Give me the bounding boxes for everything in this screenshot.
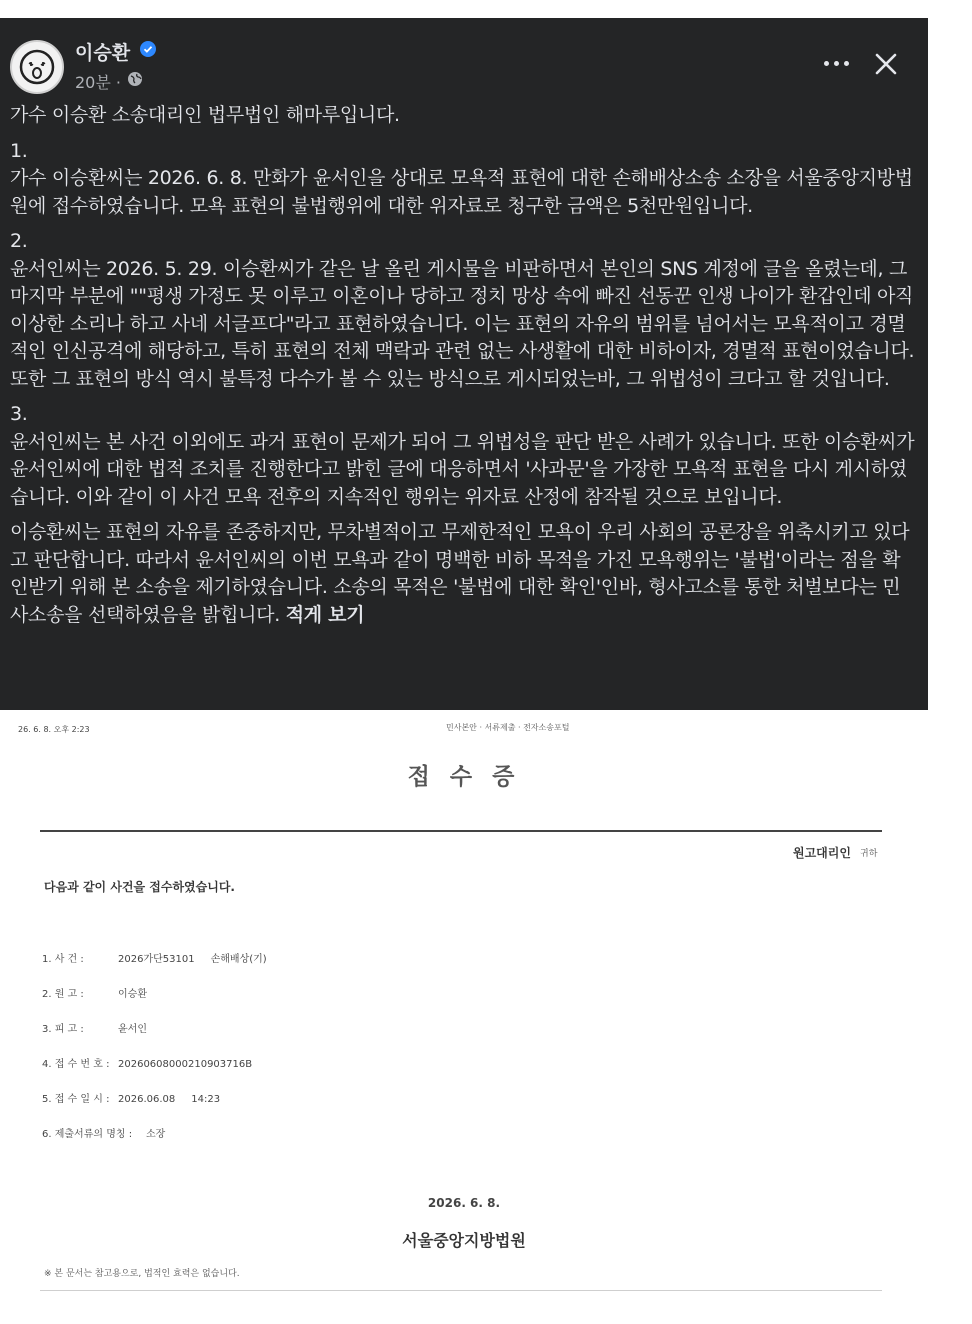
divider [40,1290,882,1291]
court-name: 서울중앙지방법원 [402,1231,526,1250]
field-value: 2026.06.08 [118,1094,176,1105]
issue-date: 2026. 6. 8. [427,1196,501,1210]
post-section-number: 1. [10,139,28,162]
field-label: 6. 제출서류의 명칭 : [42,1129,133,1140]
post-body [10,102,918,629]
field-label: 5. 접 수 일 시 : [42,1094,110,1105]
field-extra: 손해배상(기) [210,954,267,965]
field-plaintiff [42,985,147,1000]
post-timestamp[interactable]: 20분 · [75,73,121,92]
recipient-agent: 원고대리인 [793,846,851,860]
post-paragraph: 윤서인씨는 본 사건 이외에도 과거 표현이 문제가 되어 그 위법성을 판단 받은 사례가 있습니다. 또한 이승환씨가 윤서인씨에 대한 법적 조치를 진행한다고 밝힌 글에 대응하면서 '사과문'을 가장한 모욕적 표현을 다시 게시하였습니다. 이와 같이 이 사건 모욕 전후의 지속적인 행위는 위자료 산정에 참작될 것으로 보입니다. [10,430,915,508]
avatar-face-icon [12,42,62,92]
post-section-number: 2. [10,230,28,252]
field-label: 1. 사 건 : [42,954,84,965]
document-print-date: 26. 6. 8. 오후 2:23 [18,725,90,734]
globe-icon [127,71,143,87]
profile-avatar[interactable] [10,40,64,94]
post-section-number: 3. [10,403,28,425]
field-document-name [42,1125,165,1140]
field-value: 20260608000210903716B [118,1059,253,1070]
recipient-honorific: 귀하 [860,849,878,859]
field-extra: 14:23 [191,1094,221,1105]
more-options-button[interactable] [822,51,854,75]
field-value: 윤서인 [118,1024,147,1035]
field-label: 4. 접 수 번 호 : [42,1059,110,1070]
field-value: 소장 [146,1129,166,1140]
field-receipt-datetime [42,1090,220,1105]
author-name[interactable]: 이승환 [75,42,131,64]
field-value: 2026가단53101 [118,954,195,965]
post-paragraph: 윤서인씨는 2026. 5. 29. 이승환씨가 같은 날 올린 게시물을 비판하면서 본인의 SNS 계정에 글을 올렸는데, 그 마지막 부분에 ""평생 가정도 못 이루고 이혼이나 당하고 정치 망상 속에 빠진 선동꾼 인생 나이가 환갑인데 아직 이상한 소리나 하고 사네 서글프다"라고 표현하였습니다. 이는 표현의 자유의 범위를 넘어서는 모욕적이고 경멸적인 인신공격에 해당하고, 특히 표현의 전체 맥락과 관련 없는 사생활에 대한 비하이자, 경멸적 표현이었습니다. 또한 그 표현의 방식 역시 불특정 다수가 볼 수 있는 방식으로 게시되었는바, 그 위법성이 크다고 할 것입니다. [10,257,915,390]
document-intro: 다음과 같이 사건을 접수하였습니다. [44,880,235,894]
field-receipt-number [42,1055,252,1070]
document-title: 접 수 증 [407,764,521,790]
divider [40,830,882,832]
close-icon[interactable] [872,50,900,78]
document-header: 민사본안 · 서류제출 · 전자소송포털 [446,723,570,732]
field-defendant [42,1020,147,1035]
post-paragraph-closing [10,519,918,629]
field-value: 이승환 [118,989,147,1000]
post-closing-text: 이승환씨는 표현의 자유를 존중하지만, 무차별적이고 무제한적인 모욕이 우리 사회의 공론장을 위축시키고 있다고 판단합니다. 따라서 윤서인씨의 이번 모욕과 같이 명백한 비하 목적을 가진 모욕행위는 '불법'이라는 점을 확인받기 위해 본 소송을 제기하였습니다. 소송의 목적은 '불법에 대한 확인'인바, 형사고소를 통한 처벌보다는 민사소송을 선택하였음을 밝힙니다. [10,521,910,626]
field-case [42,950,267,965]
post-paragraph-intro: 가수 이승환 소송대리인 법무법인 해마루입니다. [10,104,400,126]
field-label: 3. 피 고 : [42,1024,84,1035]
field-label: 2. 원 고 : [42,989,84,1000]
verified-badge-icon [140,41,156,57]
see-less-link[interactable]: 적게 보기 [285,603,365,626]
post-paragraph: 가수 이승환씨는 2026. 6. 8. 만화가 윤서인을 상대로 모욕적 표현에 대한 손해배상소송 소장을 서울중앙지방법원에 접수하였습니다. 모욕 표현의 불법행위에 대한 위자료로 청구한 금액은 5천만원입니다. [10,167,913,217]
document-footnote: ※ 본 문서는 참고용으로, 법적인 효력은 없습니다. [44,1269,240,1279]
facebook-post [0,18,928,710]
court-receipt-document [0,710,928,1324]
